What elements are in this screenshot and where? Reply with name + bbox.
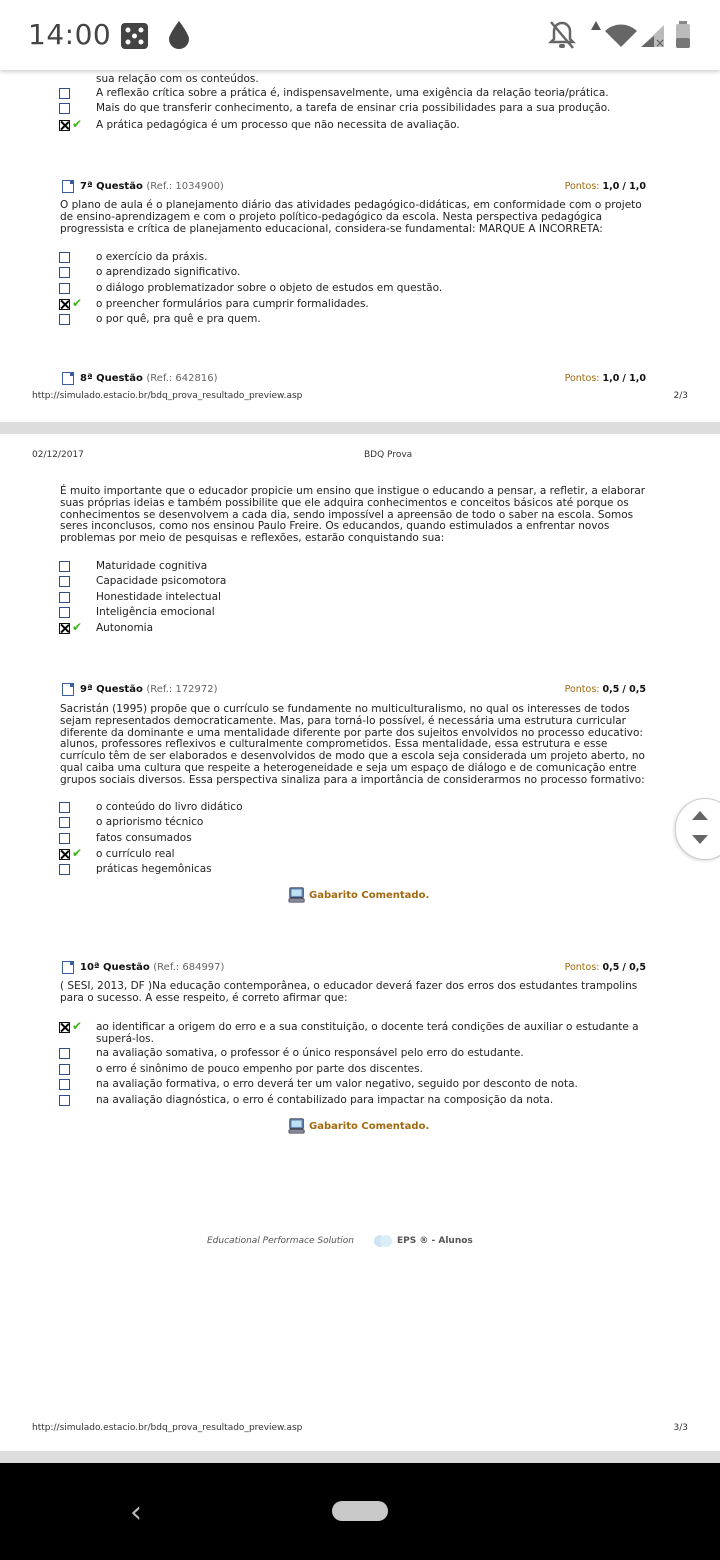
dice-icon [120,22,150,50]
option-checkbox[interactable] [59,1064,70,1075]
gabarito-label[interactable]: Gabarito Comentado. [309,890,430,901]
option-checkbox[interactable] [59,864,70,875]
page-date: 02/12/2017 [32,450,84,460]
question-number: 8ª Questão [80,373,143,384]
points-max: / 0,5 [622,962,646,973]
option-checkbox[interactable] [59,833,70,844]
option-text: Maturidade cognitiva [96,560,208,572]
question-number: 7ª Questão [80,181,143,192]
question-title [80,684,217,695]
option-checkbox[interactable] [59,1048,70,1059]
option-checkbox-checked[interactable] [59,299,70,310]
document-icon [62,683,74,696]
points [565,962,646,973]
back-icon[interactable]: ‹ [130,1495,142,1530]
points-label: Pontos: [564,373,600,384]
option-text: ao identificar a origem do erro e a sua constituição, o docente terá condições de auxiliar o estudante a [96,1021,639,1033]
battery-icon [674,20,692,50]
points [565,181,646,192]
option-checkbox[interactable] [59,607,70,618]
option-text: o erro é sinônimo de pouco empenho por parte dos discentes. [96,1063,423,1075]
option-checkbox[interactable] [59,283,70,294]
footer-left: Educational Performace Solution [207,1236,355,1246]
wifi-icon [604,24,638,48]
question-9-text: Sacristán (1995) propõe que o currículo se fundamente no multiculturalismo, no qual os interesses de todos sejam representados democraticamente. Mas, para torná-lo possível, é necessária uma estrutura curricular diferente da dominante e uma mentalidade diferente por parte dos sujeitos envolvidos no processo educativo: alunos, professores reflexivos e culturalmente comprometidos. Essa mentalidade, essa estrutura e esse currículo têm de ser elaborados e desenvolvidos de modo que a escola seja considerada um projeto aberto, no qual caiba uma cultura que respeite a heterogeneidade e seja um espaço de diálogo e de comunicação entre grupos sociais diversos. Essa perspectiva sinaliza para a importância de considerarmos no processo formativo: [60,703,645,786]
question-number: 10ª Questão [80,962,150,973]
question-title [80,962,224,973]
points-label: Pontos: [564,181,600,192]
option-checkbox[interactable] [59,103,70,114]
option-checkbox[interactable] [59,561,70,572]
option-text: na avaliação formativa, o erro deverá ter um valor negativo, seguido por desconto de nota. [96,1078,578,1090]
question-8-text: É muito importante que o educador propicie um ensino que instigue o educando a pensar, a refletir, a elaborar suas próprias ideias e também possibilite que ele adquira conhecimentos e conceitos básicos até porque os conhecimentos se desenvolvem a cada dia, sendo impossível a apreensão de todo o saber na escola. Somos seres inconclusos, como nos ensinou Paulo Freire. Os educandos, quando estimulados a enfrentar novos problemas por meio de pesquisas e reflexões, estarão conquistando sua: [60,485,646,545]
option-text: na avaliação somativa, o professor é o único responsável pelo erro do estudante. [96,1047,524,1059]
option-text: A prática pedagógica é um processo que não necessita de avaliação. [96,119,460,131]
question-title [80,181,224,192]
points [565,684,646,695]
points-value: 1,0 [602,181,620,192]
option-text: Capacidade psicomotora [96,575,227,587]
option-checkbox-checked[interactable] [59,849,70,860]
option-text: práticas hegemônicas [96,863,212,875]
question-7-text: O plano de aula é o planejamento diário das atividades pedagógico-didáticas, em conformidade com o projeto de ensino-aprendizagem e com o projeto político-pedagógico da escola. Nesta perspectiva pedagógica progressista e crítica de planejamento educacional, considera-se fundamental: MARQUE A INCORRETA: [60,199,642,235]
question-ref: (Ref.: 642816) [146,373,218,384]
correct-check-icon: ✔ [72,117,83,131]
option-text: o preencher formulários para cumprir formalidades. [96,298,369,310]
eps-logo-icon [372,1233,394,1249]
option-checkbox[interactable] [59,802,70,813]
points-max: / 1,0 [622,181,646,192]
option-checkbox[interactable] [59,267,70,278]
status-bar [0,0,720,70]
status-time: 14:00 [28,18,112,51]
points-value: 1,0 [602,373,620,384]
option-checkbox-checked[interactable] [59,623,70,634]
scroll-up-icon[interactable] [692,811,708,820]
option-text: o diálogo problematizador sobre o objeto de estudos em questão. [96,282,443,294]
correct-check-icon: ✔ [72,846,83,860]
option-checkbox[interactable] [59,592,70,603]
option-text: Honestidade intelectual [96,591,221,603]
option-text: o exercício da práxis. [96,251,208,263]
page-separator [0,1451,720,1463]
option-text: Inteligência emocional [96,606,215,618]
question-ref: (Ref.: 684997) [153,962,225,973]
option-checkbox-checked[interactable] [59,1022,70,1033]
option-text-continued: superá-los. [96,1033,154,1045]
correct-check-icon: ✔ [72,620,83,634]
page-url[interactable]: http://simulado.estacio.br/bdq_prova_resultado_preview.asp [32,391,303,401]
svg-text:×: × [655,36,666,48]
points-value: 0,5 [602,962,620,973]
question-10-text: ( SESI, 2013, DF )Na educação contemporânea, o educador deverá fazer dos erros dos estudantes trampolins para o sucesso. A esse respeito, é correto afirmar que: [60,980,638,1004]
page-number: 2/3 [673,391,688,401]
points-label: Pontos: [564,962,600,973]
scroll-down-icon[interactable] [692,835,708,844]
option-text: A reflexão crítica sobre a prática é, indispensavelmente, uma exigência da relação teoria/prática. [96,87,609,99]
option-text: o apriorismo técnico [96,816,204,828]
option-text: Mais do que transferir conhecimento, a tarefa de ensinar cria possibilidades para a sua produção. [96,102,611,114]
computer-icon [288,1117,306,1135]
page-3 [0,434,720,1451]
option-checkbox[interactable] [59,314,70,325]
option-checkbox[interactable] [59,88,70,99]
correct-check-icon: ✔ [72,1019,83,1033]
option-checkbox[interactable] [59,817,70,828]
document-icon [62,961,74,974]
option-text: Autonomia [96,622,154,634]
computer-icon [288,886,306,904]
option-text: o currículo real [96,848,175,860]
question-title [80,373,217,384]
gabarito-link[interactable] [288,886,429,904]
document-icon [62,180,74,193]
option-text: sua relação com os conteúdos. [96,73,259,85]
option-text: na avaliação diagnóstica, o erro é contabilizado para impactar na composição da nota. [96,1094,554,1106]
question-ref: (Ref.: 172972) [146,684,218,695]
option-text: fatos consumados [96,832,192,844]
option-checkbox[interactable] [59,1079,70,1090]
page-number: 3/3 [673,1423,688,1433]
points-max: / 1,0 [622,373,646,384]
gabarito-label[interactable]: Gabarito Comentado. [309,1121,430,1132]
gabarito-link[interactable] [288,1117,429,1135]
signal-no-service-icon [640,24,666,48]
notifications-off-icon [548,20,576,50]
option-checkbox[interactable] [59,252,70,263]
page-header-title: BDQ Prova [364,450,413,460]
correct-check-icon: ✔ [72,296,83,310]
water-drop-icon [168,20,190,50]
points-max: / 0,5 [622,684,646,695]
option-text: o por quê, pra quê e pra quem. [96,313,261,325]
home-pill-button[interactable] [332,1501,388,1521]
option-text: o conteúdo do livro didático [96,801,243,813]
points-label: Pontos: [564,684,600,695]
question-ref: (Ref.: 1034900) [146,181,224,192]
question-number: 9ª Questão [80,684,143,695]
points-value: 0,5 [602,684,620,695]
document-icon [62,372,74,385]
option-checkbox-checked[interactable] [59,120,70,131]
option-checkbox[interactable] [59,1095,70,1106]
data-up-icon [590,20,602,32]
footer-right: EPS ® - Alunos [397,1236,473,1246]
option-text: o aprendizado significativo. [96,266,241,278]
navigation-bar [0,1463,720,1560]
option-checkbox[interactable] [59,576,70,587]
points [565,373,646,384]
page-separator [0,422,720,434]
page-url[interactable]: http://simulado.estacio.br/bdq_prova_resultado_preview.asp [32,1423,303,1433]
